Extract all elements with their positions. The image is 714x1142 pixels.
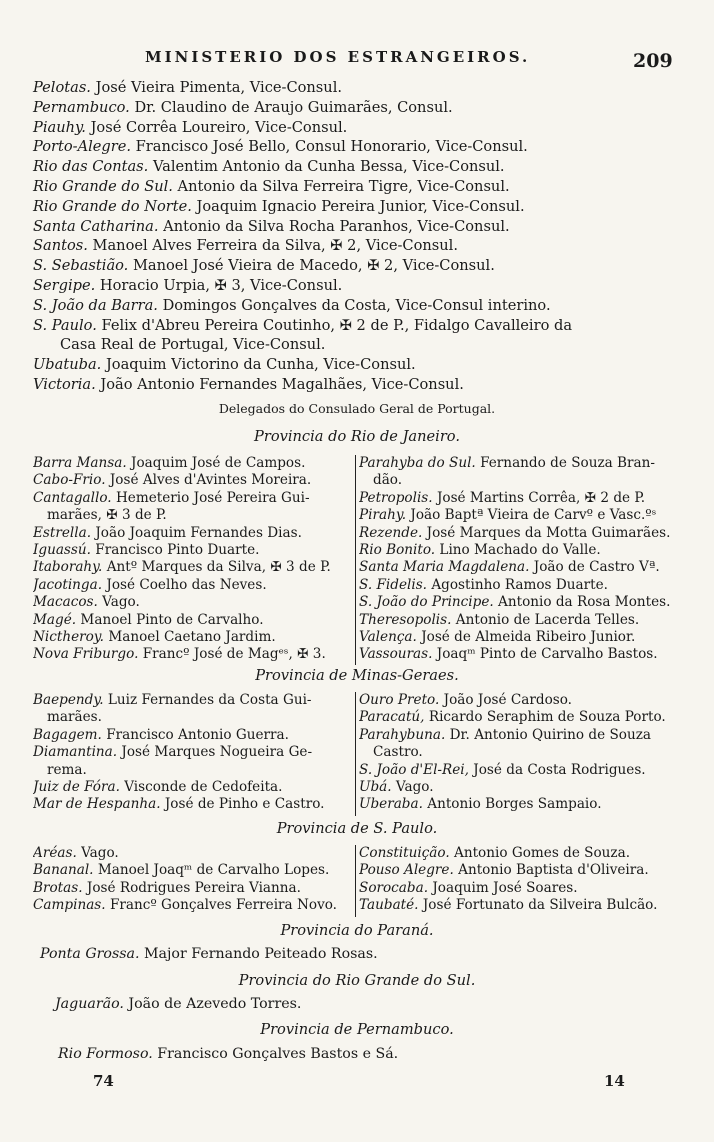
entry-text: Fernando de Souza Bran- [480,455,655,471]
entry-text: Dr. Claudino de Araujo Guimarães, Consul. [134,98,453,116]
entry-text: José Marques Nogueira Ge- [121,744,313,761]
entry-place: Rio Grande do Norte. [33,197,192,215]
consul-entry [33,236,693,256]
entry-text: João Antonio Fernandes Magalhães, Vice-Consul. [100,375,464,393]
entry-text: Vago. [395,779,434,796]
entry-text: Francisco Pinto Duarte. [95,542,260,559]
entry-place: Itaborahy. [33,559,103,576]
entry-place: Diamantina. [33,744,118,761]
entry-place: Cantagallo. [33,489,112,506]
entry-text: rema. [47,761,87,778]
entry-text: José Alves d'Avintes Moreira. [109,472,312,489]
entry-text: Antonio da Silva Ferreira Tigre, Vice-Consul. [177,177,510,195]
delegate-entry [33,472,351,489]
entry-text: Manoel José Vieira de Macedo, ✠ 2, Vice-Consul. [132,257,495,275]
delegate-entry [33,796,351,813]
delegate-entry [33,779,351,796]
entry-text: João Baptª Vieira de Carvº e Vasc.ºˢ [410,507,657,524]
entry-text: José Vieira Pimenta, Vice-Consul. [95,79,343,96]
entry-text: Visconde de Cedofeita. [124,779,283,796]
entry-text: Joaquim José Soares. [432,879,578,896]
entry-text: Joaquim Victorino da Cunha, Vice-Consul. [105,356,416,374]
entry-text: Felix d'Abreu Pereira Coutinho, ✠ 2 de P., Fidalgo Cavalleiro da [101,316,573,334]
delegate-entry [359,692,677,709]
entry-place: Taubaté. [359,897,419,914]
delegate-entry [359,629,677,646]
entry-text: Vago. [102,594,140,611]
entry-place: Ponta Grossa. [40,946,140,962]
delegate-entry [359,862,677,879]
entry-text: Francisco Antonio Guerra. [106,726,289,743]
entry-place: Ubatuba. [33,356,102,374]
consul-entry [33,118,693,138]
entry-place: Rio das Contas. [33,158,149,176]
delegate-entry [359,646,677,663]
delegate-entry [33,880,351,897]
entry-text: Horacio Urpia, ✠ 3, Vice-Consul. [99,276,343,294]
entry-text: João de Castro Vª. [533,559,660,576]
entry-place: Cabo-Frio. [33,472,106,489]
entry-text: José Martins Corrêa, ✠ 2 de P. [436,489,646,506]
delegate-entry [33,542,351,559]
entry-place: Bagagem. [33,726,102,743]
right-column [355,692,677,816]
consul-entry [33,296,693,316]
entry-text: Antonio da Silva Rocha Paranhos, Vice-Consul. [163,217,510,235]
delegate-entry [33,525,351,542]
section-sao-paulo [33,845,673,917]
delegate-entry [359,612,677,629]
entry-place: Santos. [33,237,88,255]
entry-text: José Corrêa Loureiro, Vice-Consul. [90,118,348,136]
entry-place: Piauhy. [33,118,86,136]
entry-place: Bananal. [33,862,94,879]
right-column [355,845,677,917]
section-title-rio-grande-do-sul: Provincia do Rio Grande do Sul. [238,972,476,989]
entry-text: Agostinho Ramos Duarte. [431,576,608,593]
footer-signature-left: 74 [93,1072,114,1090]
entry-place: Rezende. [359,524,423,541]
entry-place: Sorocaba. [359,879,429,896]
parana-entry [40,946,378,962]
section-title-parana: Provincia do Paraná. [280,922,434,939]
footer-signature-right: 14 [604,1072,625,1090]
entry-place: Mar de Hespanha. [33,796,161,813]
entry-text: José da Costa Rodrigues. [473,761,646,778]
entry-text: João José Cardoso. [443,692,573,708]
entry-place: Baependy. [33,692,104,708]
entry-place: Jacotinga. [33,576,103,593]
entry-text: Valentim Antonio da Cunha Bessa, Vice-Consul. [152,158,505,176]
entry-place: Pirahy. [359,507,407,524]
section-title-rio-de-janeiro: Provincia do Rio de Janeiro. [254,428,460,445]
delegate-entry [33,455,351,472]
entry-text: Luiz Fernandes da Costa Gui- [107,692,312,708]
delegate-entry [33,727,351,744]
delegate-entry [359,845,677,862]
entry-place: S. Sebastião. [33,257,129,275]
entry-text: Antonio Baptista d'Oliveira. [458,862,649,879]
entry-place: Ubá. [359,779,392,796]
page-number: 209 [633,50,673,72]
entry-place: Petropolis. [359,489,433,506]
section-rio-de-janeiro [33,455,673,665]
entry-place: Rio Bonito. [359,542,436,559]
entry-text: Antonio Borges Sampaio. [427,796,602,813]
delegate-entry [359,880,677,897]
entry-text: Lino Machado do Valle. [439,542,601,559]
entry-text: Francisco José Bello, Consul Honorario, Vice-Consul. [135,138,528,156]
entry-text: João de Azevedo Torres. [128,996,302,1012]
delegate-entry [359,897,677,914]
delegate-entry [359,727,677,744]
delegate-entry [359,744,677,761]
delegate-entry [359,779,677,796]
entry-place: S. João do Principe. [359,594,494,611]
delegate-entry [33,692,351,709]
page-title: MINISTERIO DOS ESTRANGEIROS. [145,48,531,66]
entry-place: Uberaba. [359,796,423,813]
section-minas-geraes [33,692,673,816]
delegate-entry [359,490,677,507]
right-column [355,455,677,665]
entry-place: Vassouras. [359,646,433,663]
consul-entry [33,78,693,98]
entry-place: Constituição. [359,845,450,861]
delegate-entry [33,862,351,879]
delegate-entry [33,629,351,646]
consul-entry [33,375,693,395]
delegate-entry [359,709,677,726]
entry-place: Parahyba do Sul. [359,455,476,471]
entry-text: Manoel Joaqᵐ de Carvalho Lopes. [97,862,330,879]
pernambuco-entry [58,1046,398,1062]
entry-place: Parahybuna. [359,726,446,743]
entry-text: Major Fernando Peiteado Rosas. [144,946,378,962]
entry-text: Francº Gonçalves Ferreira Novo. [109,897,338,914]
delegate-entry [359,594,677,611]
entry-place: Barra Mansa. [33,455,127,471]
left-column [33,692,351,816]
entry-text: Antonio Gomes de Souza. [454,845,631,861]
consul-entry [33,98,693,118]
entry-place: Pelotas. [33,79,91,96]
delegate-entry [33,490,351,507]
entry-place: Rio Grande do Sul. [33,177,173,195]
delegate-entry [33,507,351,524]
consul-entry [33,177,693,197]
entry-place: Campinas. [33,897,106,914]
entry-text: José Rodrigues Pereira Vianna. [86,879,301,896]
entry-place: Pouso Alegre. [359,862,454,879]
entry-text: Domingos Gonçalves da Costa, Vice-Consul interino. [162,296,551,314]
delegate-entry [33,559,351,576]
entry-text: Castro. [373,744,423,761]
entry-text: João Joaquim Fernandes Dias. [95,524,302,541]
entry-text: dão. [373,472,403,489]
delegate-entry [33,744,351,761]
entry-place: Jaguarão. [55,996,124,1012]
entry-text: Antonio da Rosa Montes. [498,594,671,611]
entry-text: Joaqᵐ Pinto de Carvalho Bastos. [436,646,658,663]
entry-text: José Marques da Motta Guimarães. [426,524,671,541]
entry-text: José Fortunato da Silveira Bulcão. [422,897,658,914]
consul-entry [33,355,693,375]
delegate-entry [33,577,351,594]
entry-text: Manoel Caetano Jardim. [108,629,276,646]
delegados-heading: Delegados do Consulado Geral de Portugal. [218,401,496,416]
entry-place: Valença. [359,629,417,646]
entry-place: Victoria. [33,375,96,393]
entry-place: Sergipe. [33,276,96,294]
entry-text: Francisco Gonçalves Bastos e Sá. [157,1046,399,1062]
delegate-entry [33,594,351,611]
consul-entry [33,276,693,296]
delegate-entry [359,559,677,576]
consul-list [33,78,693,395]
entry-place: Aréas. [33,845,77,861]
entry-place: Magé. [33,611,77,628]
entry-place: S. Paulo. [33,316,97,334]
consul-entry [33,256,693,276]
consul-entry [33,217,693,237]
entry-place: Estrella. [33,524,92,541]
entry-text: Vago. [81,845,119,861]
entry-text: Hemeterio José Pereira Gui- [115,489,310,506]
entry-text: Francº José de Magᵉˢ, ✠ 3. [142,646,326,663]
entry-place: Pernambuco. [33,98,130,116]
consul-entry [33,197,693,217]
consul-entry [33,316,693,356]
section-title-pernambuco: Provincia de Pernambuco. [260,1021,454,1038]
entry-text: marães, ✠ 3 de P. [47,507,167,524]
entry-text: José Coelho das Neves. [106,576,267,593]
rio-grande-entry [55,996,301,1012]
delegate-entry [359,472,677,489]
entry-text: Manoel Pinto de Carvalho. [80,611,264,628]
section-title-minas-geraes: Provincia de Minas-Geraes. [255,667,459,684]
entry-place: Paracatú, [359,709,425,726]
delegate-entry [359,577,677,594]
entry-text: Ricardo Seraphim de Souza Porto. [428,709,666,726]
entry-place: Brotas. [33,879,83,896]
entry-text: José de Pinho e Castro. [164,796,325,813]
entry-place: Santa Maria Magdalena. [359,559,530,576]
entry-continuation: Casa Real de Portugal, Vice-Consul. [60,336,326,354]
entry-text: Antº Marques da Silva, ✠ 3 de P. [106,559,331,576]
delegate-entry [359,796,677,813]
delegate-entry [359,507,677,524]
section-title-sao-paulo: Provincia de S. Paulo. [276,820,438,837]
delegate-entry [359,762,677,779]
delegate-entry [359,542,677,559]
delegate-entry [33,897,351,914]
consul-entry [33,137,693,157]
delegate-entry [359,525,677,542]
entry-place: Rio Formoso. [58,1046,153,1062]
delegate-entry [33,612,351,629]
entry-place: Macacos. [33,594,98,611]
entry-place: S. João d'El-Rei, [359,761,469,778]
page-header [0,48,714,72]
entry-place: Theresopolis. [359,611,452,628]
left-column [33,845,351,917]
entry-text: Antonio de Lacerda Telles. [455,611,640,628]
delegate-entry [33,646,351,663]
delegate-entry [33,845,351,862]
entry-text: Dr. Antonio Quirino de Souza [449,726,651,743]
consul-entry [33,157,693,177]
entry-place: Juiz de Fóra. [33,779,120,796]
left-column [33,455,351,665]
delegate-entry [359,455,677,472]
entry-text: José de Almeida Ribeiro Junior. [421,629,636,646]
entry-text: Joaquim Ignacio Pereira Junior, Vice-Consul. [196,197,525,215]
entry-place: Nova Friburgo. [33,646,139,663]
entry-place: S. João da Barra. [33,296,158,314]
entry-place: Santa Catharina. [33,217,159,235]
delegate-entry [33,762,351,779]
entry-text: marães. [47,709,102,726]
entry-place: S. Fidelis. [359,576,427,593]
entry-text: Joaquim José de Campos. [131,455,306,471]
entry-place: Nictheroy. [33,629,104,646]
entry-place: Ouro Preto. [359,692,440,708]
delegate-entry [33,709,351,726]
entry-place: Porto-Alegre. [33,138,132,156]
entry-text: Manoel Alves Ferreira da Silva, ✠ 2, Vice-Consul. [92,237,458,255]
entry-place: Iguassú. [33,542,91,559]
